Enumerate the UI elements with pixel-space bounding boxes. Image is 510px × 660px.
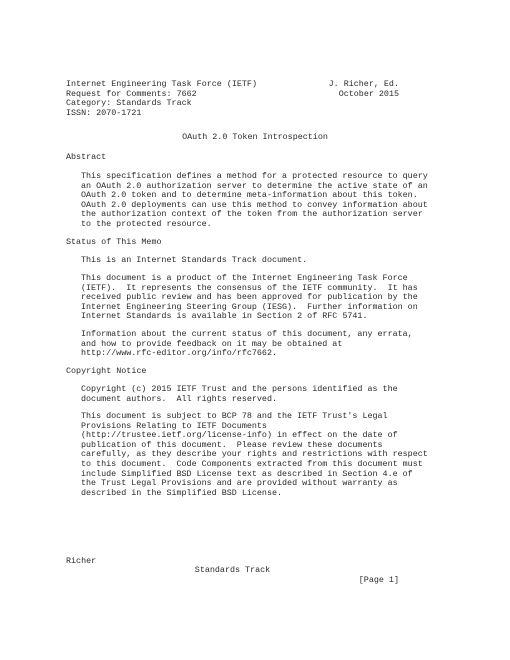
abstract-heading: Abstract (66, 152, 107, 162)
abstract-line: OAuth 2.0 deployments can use this method to convey information about (81, 199, 428, 210)
copyright-heading: Copyright Notice (66, 366, 147, 376)
abstract-line: This specification defines a method for a protected resource to query (81, 171, 428, 181)
header-org: Internet Engineering Task Force (IETF) (66, 79, 257, 89)
status-heading: Status of This Memo (66, 237, 162, 247)
copyright-line: publication of this document. Please review these documents (81, 439, 383, 450)
copyright-line: (http://trustee.ietf.org/license-info) in effect on the date of (81, 430, 398, 441)
copyright-line: to this document. Code Components extracted from this document must (81, 459, 423, 469)
copyright-line: Copyright (c) 2015 IETF Trust and the persons identified as the (81, 384, 398, 394)
header-author: J. Richer, Ed. (328, 79, 399, 89)
copyright-line: described in the Simplified BSD License. (81, 487, 283, 498)
header-date: October 2015 (338, 88, 399, 99)
status-line: This is an Internet Standards Track document. (81, 255, 308, 265)
status-line: Internet Standards is available in Section 2 of RFC 5741. (81, 311, 368, 322)
abstract-line: the authorization context of the token from the authorization server (81, 209, 423, 220)
copyright-line: document authors. All rights reserved. (81, 393, 278, 404)
status-line: (IETF). It represents the consensus of the IETF community. It has (81, 282, 418, 293)
header-issn: ISSN: 2070-1721 (66, 107, 142, 118)
page-footer (66, 547, 399, 595)
copyright-line: carefully, as they describe your rights and restrictions with respect (81, 449, 428, 460)
copyright-line: Provisions Relating to IETF Documents (81, 420, 267, 431)
status-line: received public review and has been approved for publication by the (81, 292, 418, 303)
status-url: http://www.rfc-editor.org/info/rfc7662. (81, 348, 278, 359)
status-line: Information about the current status of this document, any errata, (81, 329, 413, 339)
copyright-line: include Simplified BSD License text as described in Section 4.e of (81, 468, 413, 479)
abstract-line: to the protected resource. (81, 219, 212, 229)
status-line: This document is a product of the Internet Engineering Task Force (81, 273, 408, 283)
status-line: and how to provide feedback on it may be obtained at (81, 338, 343, 349)
abstract-line: an OAuth 2.0 authorization server to determine the active state of an (81, 180, 428, 191)
document-title: OAuth 2.0 Token Introspection (182, 132, 328, 142)
header-category: Category: Standards Track (66, 98, 192, 109)
header-rfc-number: Request for Comments: 7662 (66, 88, 197, 99)
footer-status: Standards Track (194, 565, 271, 576)
abstract-line: OAuth 2.0 token and to determine meta-information about this token. (81, 190, 418, 201)
footer-author: Richer (66, 555, 97, 566)
status-line: Internet Engineering Steering Group (IESG). Further information on (81, 301, 418, 312)
footer-page-number: [Page 1] (358, 574, 399, 585)
copyright-line: the Trust Legal Provisions and are provided without warranty as (81, 478, 398, 489)
copyright-line: This document is subject to BCP 78 and the IETF Trust's Legal (81, 411, 388, 421)
